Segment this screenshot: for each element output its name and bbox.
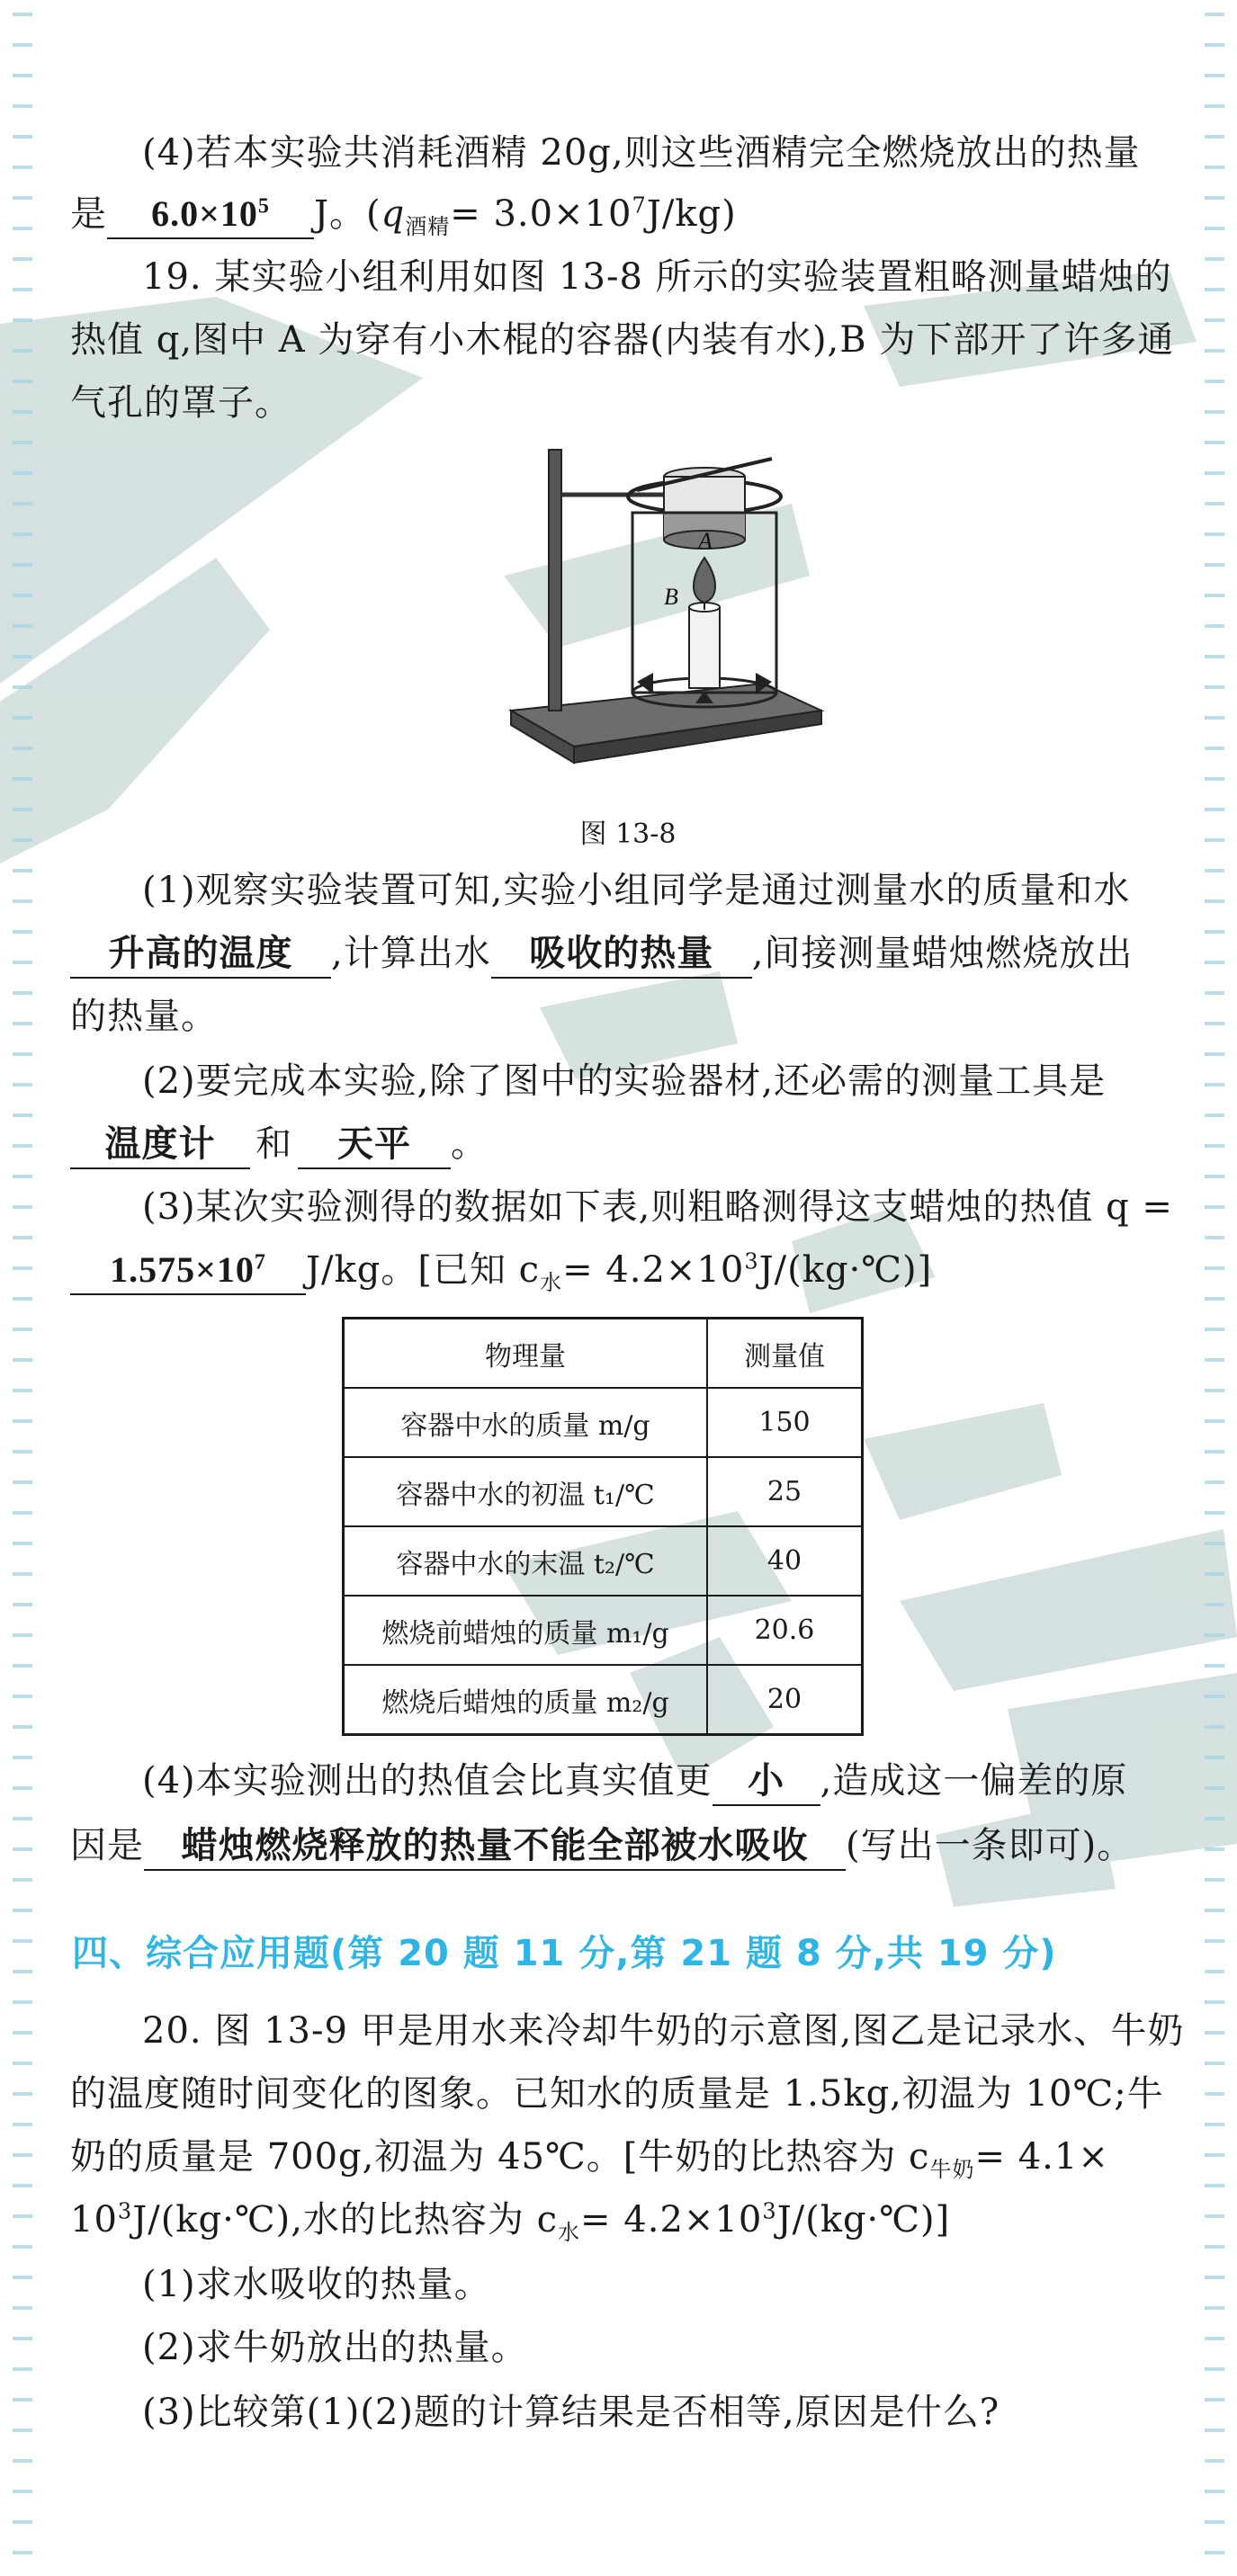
table-cell-value: 20.6 [707, 1596, 863, 1665]
q20-line4-subscript: 水 [558, 2220, 581, 2245]
q19-part2-answer2: 天平 [298, 1121, 451, 1169]
table-cell-quantity: 燃烧前蜡烛的质量 m₁/g [344, 1596, 708, 1665]
table-row [344, 1596, 863, 1665]
q18-q-subscript: 酒精 [405, 214, 451, 239]
q19-part1-mid: ,计算出水 [331, 933, 491, 974]
q19-part3-line2 [70, 1243, 932, 1297]
table-cell-quantity: 燃烧后蜡烛的质量 m₂/g [344, 1665, 708, 1735]
q20-line4-text-a: 10 [70, 2199, 118, 2241]
table-cell-quantity: 容器中水的末温 t₂/℃ [344, 1526, 708, 1596]
table-cell-value: 25 [707, 1457, 863, 1526]
q19-part3-line1: (3)某次实验测得的数据如下表,则粗略测得这支蜡烛的热值 q = [142, 1186, 1173, 1228]
q19-part3-c-subscript: 水 [540, 1270, 563, 1295]
q19-intro-line3: 气孔的罩子。 [70, 382, 291, 424]
q18-q-unit: J/kg) [646, 193, 737, 235]
q19-part3-c-exponent: 3 [744, 1248, 759, 1275]
q20-line4 [70, 2193, 950, 2247]
q19-part4-line1 [142, 1754, 1127, 1808]
q18-part4-unit: J。( [314, 193, 381, 235]
table-cell-value: 40 [707, 1526, 863, 1596]
q18-part4-line2 [70, 187, 737, 241]
q20-line3-subscript: 牛奶 [929, 2157, 975, 2182]
q19-part3-c-value: = 4.2×10 [562, 1249, 745, 1291]
q20-line4-text-b: J/(kg·℃),水的比热容为 c [132, 2199, 559, 2241]
q19-intro-line2: 热值 q,图中 A 为穿有小木棍的容器(内装有水),B 为下部开了许多通 [70, 319, 1175, 361]
table-cell-quantity: 容器中水的质量 m/g [344, 1388, 708, 1457]
q20-line4-exponent: 3 [117, 2198, 133, 2224]
q20-line1: 20. 图 13-9 甲是用水来冷却牛奶的示意图,图乙是记录水、牛奶 [142, 2010, 1185, 2052]
left-decorative-border [13, 0, 32, 2576]
q20-part3: (3)比较第(1)(2)题的计算结果是否相等,原因是什么? [142, 2392, 1000, 2433]
q19-part1-line2 [70, 926, 1133, 980]
q19-part3-unit: J/kg。[已知 c [306, 1249, 541, 1291]
q19-part2-answer1: 温度计 [70, 1121, 250, 1169]
q20-line2: 的温度随时间变化的图象。已知水的质量是 1.5kg,初温为 10℃;牛 [70, 2073, 1164, 2115]
q18-q-exponent: 7 [632, 192, 647, 219]
q19-part1-answer1: 升高的温度 [70, 930, 331, 979]
table-row [344, 1665, 863, 1735]
table-header-row [344, 1319, 863, 1389]
q19-part4-line2 [70, 1819, 1134, 1873]
right-decorative-border [1205, 0, 1224, 2576]
q19-part4-answer1: 小 [713, 1758, 820, 1806]
figure-label-b: B [664, 584, 678, 610]
q19-part2-line1: (2)要完成本实验,除了图中的实验器材,还必需的测量工具是 [142, 1060, 1107, 1102]
q20-part2: (2)求牛奶放出的热量。 [142, 2327, 528, 2368]
q19-part4-text-b: ,造成这一偏差的原 [820, 1760, 1128, 1802]
q19-part4-answer2: 蜡烛燃烧释放的热量不能全部被水吸收 [144, 1822, 846, 1871]
table-header-quantity: 物理量 [344, 1319, 708, 1389]
q19-part4-text-d: (写出一条即可)。 [846, 1825, 1134, 1866]
measurement-table [342, 1317, 864, 1736]
table-row [344, 1388, 863, 1457]
q19-part2-line2 [70, 1117, 488, 1171]
q19-part2-and: 和 [255, 1123, 292, 1165]
q19-part1-line1: (1)观察实验装置可知,实验小组同学是通过测量水的质量和水 [142, 870, 1131, 911]
q19-part3-answer: $1.575\times 10^7$ [70, 1247, 306, 1295]
q18-q-value: = 3.0×10 [450, 193, 632, 235]
table-row [344, 1457, 863, 1526]
q18-part4-prefix: 是 [70, 193, 107, 235]
q19-part3-c-unit: J/(kg·℃)] [758, 1249, 933, 1291]
q19-part1-answer2: 吸收的热量 [491, 930, 752, 979]
q18-part4-line1: (4)若本实验共消耗酒精 20g,则这些酒精完全燃烧放出的热量 [142, 132, 1141, 174]
q19-part1-line3: 的热量。 [70, 996, 218, 1037]
q19-part4-text-a: (4)本实验测出的热值会比真实值更 [142, 1760, 713, 1802]
table-header-value: 测量值 [707, 1319, 863, 1389]
figure-caption: 图 13-8 [579, 818, 677, 850]
figure-label-a: A [698, 528, 713, 554]
q19-intro-line1: 19. 某实验小组利用如图 13-8 所示的实验装置粗略测量蜡烛的 [142, 256, 1172, 298]
q20-part1: (1)求水吸收的热量。 [142, 2264, 491, 2305]
q18-part4-answer: $6.0\times 10^5$ [107, 191, 314, 239]
q20-line3-text-a: 奶的质量是 700g,初温为 45℃。[牛奶的比热容为 c [70, 2136, 930, 2178]
q18-q-symbol: q [381, 193, 406, 235]
table-row [344, 1526, 863, 1596]
q20-line4-exponent2: 3 [762, 2198, 777, 2224]
table-cell-value: 150 [707, 1388, 863, 1457]
table-cell-value: 20 [707, 1665, 863, 1735]
q20-line4-text-d: J/(kg·℃)] [776, 2199, 951, 2241]
q19-part2-end: 。 [451, 1123, 488, 1165]
q20-line3-text-b: = 4.1× [974, 2136, 1109, 2178]
q20-line3 [70, 2130, 1109, 2184]
q20-line4-text-c: = 4.2×10 [580, 2199, 763, 2241]
q19-part4-text-c: 因是 [70, 1825, 144, 1866]
q19-part1-end: ,间接测量蜡烛燃烧放出 [751, 933, 1134, 974]
table-cell-quantity: 容器中水的初温 t₁/℃ [344, 1457, 708, 1526]
experiment-apparatus-figure [493, 441, 835, 765]
section4-title: 四、综合应用题(第 20 题 11 分,第 21 题 8 分,共 19 分) [72, 1933, 1057, 1974]
